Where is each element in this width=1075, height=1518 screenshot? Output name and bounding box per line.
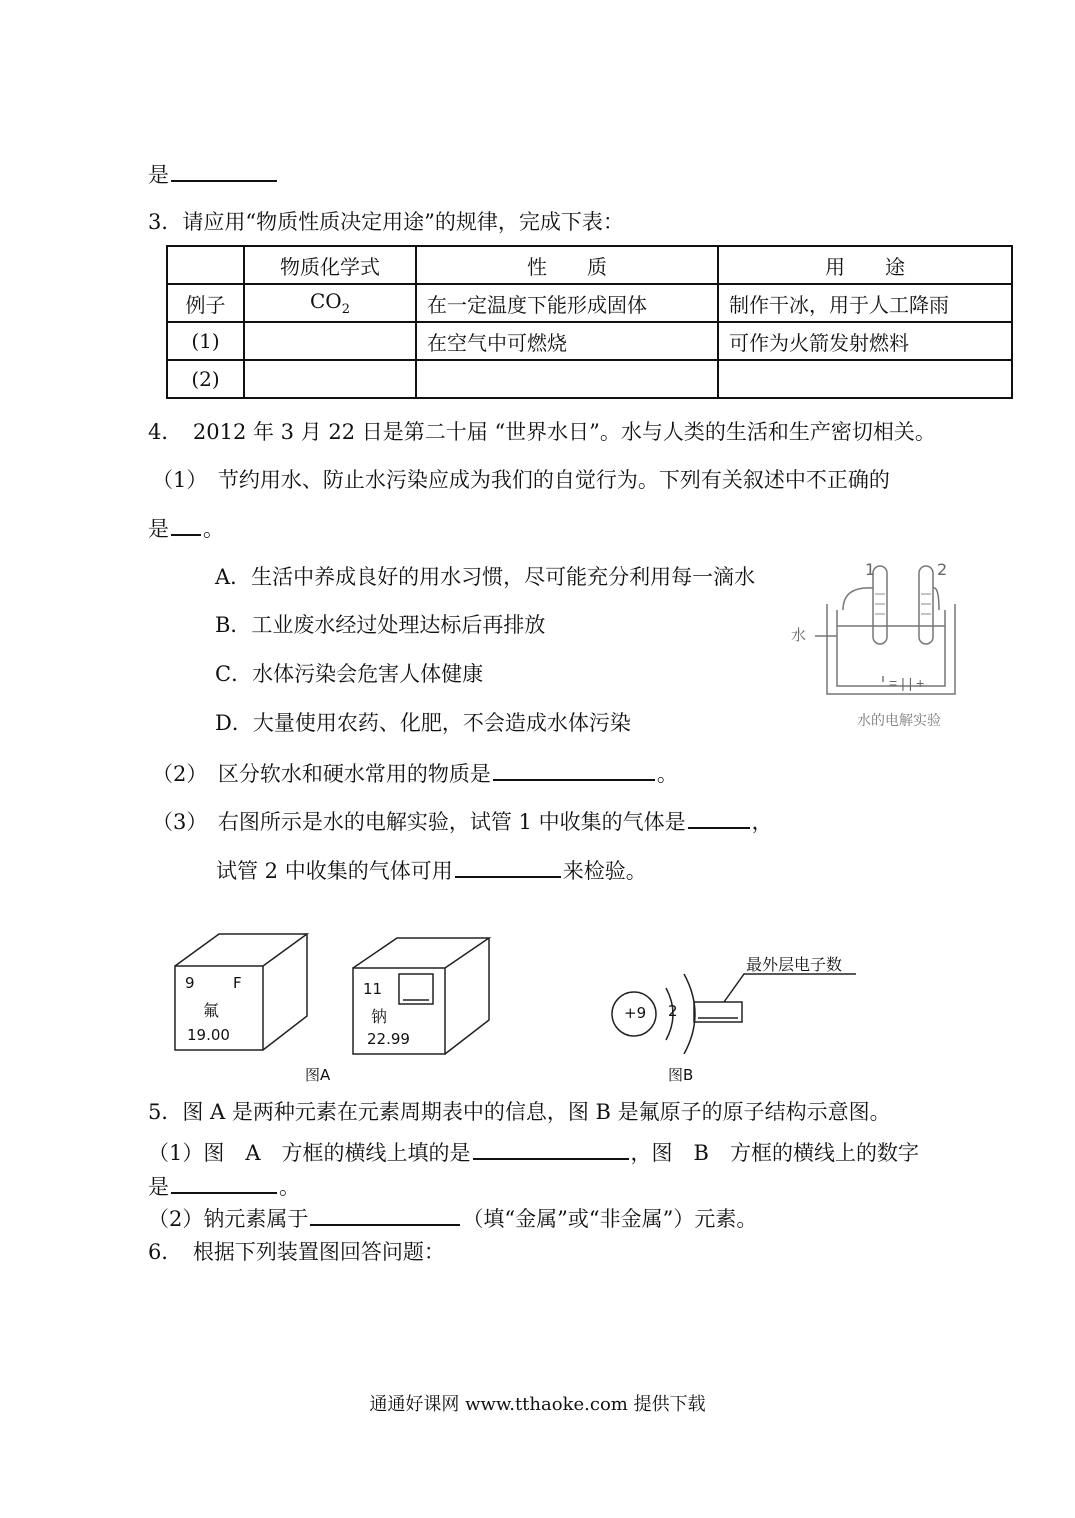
- q6-title: 6． 根据下列装置图回答问题：: [148, 1240, 445, 1264]
- q5-part1-answer: [148, 1172, 300, 1201]
- answer-blank[interactable]: [310, 1204, 460, 1226]
- question-text: ，图 B 方框的横线上的数字: [630, 1141, 919, 1165]
- callout-line: [724, 974, 856, 1002]
- q5-title: 5．图 A 是两种元素在元素周期表中的信息，图 B 是氟原子的原子结构示意图。: [148, 1100, 891, 1124]
- q3-title: 3．请应用“物质性质决定用途”的规律，完成下表：: [148, 210, 624, 234]
- row-label: (1): [167, 322, 244, 360]
- water-label: 水: [791, 626, 807, 644]
- option-a[interactable]: A．生活中养成良好的用水习惯，尽可能充分利用每一滴水: [215, 565, 756, 589]
- row-label: 例子: [167, 284, 244, 322]
- question-text: （填“金属”或“非金属”）元素。: [462, 1207, 758, 1231]
- q4-part2: [152, 759, 678, 788]
- answer-blank[interactable]: [473, 1138, 629, 1160]
- q4-title: 4． 2012 年 3 月 22 日是第二十届 “世界水日”。水与人类的生活和生产密切相关。: [148, 420, 936, 444]
- figure-b-caption: 图B: [668, 1066, 694, 1084]
- atomic-number: 11: [363, 980, 383, 998]
- formula-cell: [244, 284, 416, 322]
- shell-electrons: 2: [668, 1002, 678, 1020]
- table-header-row: [167, 246, 1012, 284]
- answer-blank[interactable]: [171, 514, 201, 536]
- atomic-number: 9: [185, 974, 195, 992]
- use-cell[interactable]: [718, 360, 1012, 398]
- electron-count-box: [694, 1002, 742, 1022]
- element-symbol: F: [233, 974, 242, 992]
- callout-label: 最外层电子数: [746, 955, 843, 974]
- table-row: [167, 284, 1012, 322]
- atomic-mass: 22.99: [367, 1030, 410, 1048]
- q5-part1: [148, 1138, 919, 1167]
- element-cube-sodium: [345, 934, 495, 1064]
- text-prefix: 是: [148, 517, 169, 541]
- figure-caption: 水的电解实验: [857, 713, 941, 729]
- use-cell: 可作为火箭发射燃料: [718, 322, 1012, 360]
- tube-2-label: 2: [937, 560, 948, 579]
- text-prefix: 是: [148, 1175, 169, 1199]
- answer-blank[interactable]: [455, 856, 561, 878]
- answer-line-top: [148, 160, 279, 189]
- table-header-cell: 物质化学式: [244, 246, 416, 284]
- option-d[interactable]: D．大量使用农药、化肥，不会造成水体污染: [215, 711, 631, 735]
- property-cell: 在一定温度下能形成固体: [416, 284, 718, 322]
- page-footer: 通通好课网 www.tthaoke.com 提供下载: [369, 1394, 706, 1415]
- formula-text: CO: [310, 289, 342, 313]
- formula-cell[interactable]: [244, 322, 416, 360]
- text-suffix: 。: [656, 762, 678, 786]
- row-label: (2): [167, 360, 244, 398]
- formula-cell[interactable]: [244, 360, 416, 398]
- table-row: [167, 360, 1012, 398]
- table-header-cell: 用 途: [718, 246, 1012, 284]
- answer-blank[interactable]: [688, 807, 750, 829]
- option-c[interactable]: C．水体污染会危害人体健康: [215, 662, 484, 686]
- table-row: [167, 322, 1012, 360]
- question-text: （3） 右图所示是水的电解实验，试管 1 中收集的气体是: [152, 810, 686, 834]
- properties-table: [166, 245, 1013, 399]
- element-name: 氟: [203, 1001, 220, 1020]
- text-prefix: 是: [148, 163, 169, 187]
- atomic-mass: 19.00: [187, 1026, 230, 1044]
- wire-right: [933, 588, 939, 610]
- table-header-cell: [167, 246, 244, 284]
- nucleus-charge: +9: [624, 1004, 647, 1022]
- use-cell: 制作干冰，用于人工降雨: [718, 284, 1012, 322]
- question-text: 试管 2 中收集的气体可用: [216, 859, 453, 883]
- tube-1-label: 1: [865, 560, 876, 579]
- test-tube-2: [919, 566, 933, 644]
- electrolysis-figure: [785, 552, 985, 736]
- text-suffix: 。: [279, 1175, 300, 1199]
- text-suffix: 。: [203, 517, 224, 541]
- formula-subscript: 2: [341, 302, 350, 317]
- q5-part2: [148, 1204, 757, 1233]
- wire-left: [843, 588, 873, 610]
- table-header-cell: 性 质: [416, 246, 718, 284]
- electrolysis-diagram: [785, 552, 985, 736]
- answer-blank[interactable]: [171, 1172, 277, 1194]
- atom-structure-figure: [600, 944, 860, 1054]
- property-cell: 在空气中可燃烧: [416, 322, 718, 360]
- text-suffix: ，: [751, 810, 773, 834]
- q4-part1: （1） 节约用水、防止水污染应成为我们的自觉行为。下列有关叙述中不正确的: [152, 468, 890, 492]
- property-cell[interactable]: [416, 360, 718, 398]
- option-b[interactable]: B．工业废水经过处理达标后再排放: [215, 613, 546, 637]
- battery-symbol: = | | +: [889, 675, 925, 691]
- q4-part3-continued: [216, 856, 647, 885]
- q4-part1-answer: [148, 514, 224, 543]
- question-text: （2） 区分软水和硬水常用的物质是: [152, 762, 491, 786]
- figure-a-caption: 图A: [305, 1066, 331, 1084]
- element-name: 钠: [371, 1007, 388, 1026]
- element-cube-fluorine: [165, 928, 315, 1058]
- q4-part3: [152, 807, 773, 836]
- question-text: （2）钠元素属于: [148, 1207, 309, 1231]
- answer-blank[interactable]: [493, 759, 655, 781]
- text-suffix: 来检验。: [562, 859, 647, 883]
- question-text: （1）图 A 方框的横线上填的是: [148, 1141, 471, 1165]
- answer-blank[interactable]: [171, 160, 277, 182]
